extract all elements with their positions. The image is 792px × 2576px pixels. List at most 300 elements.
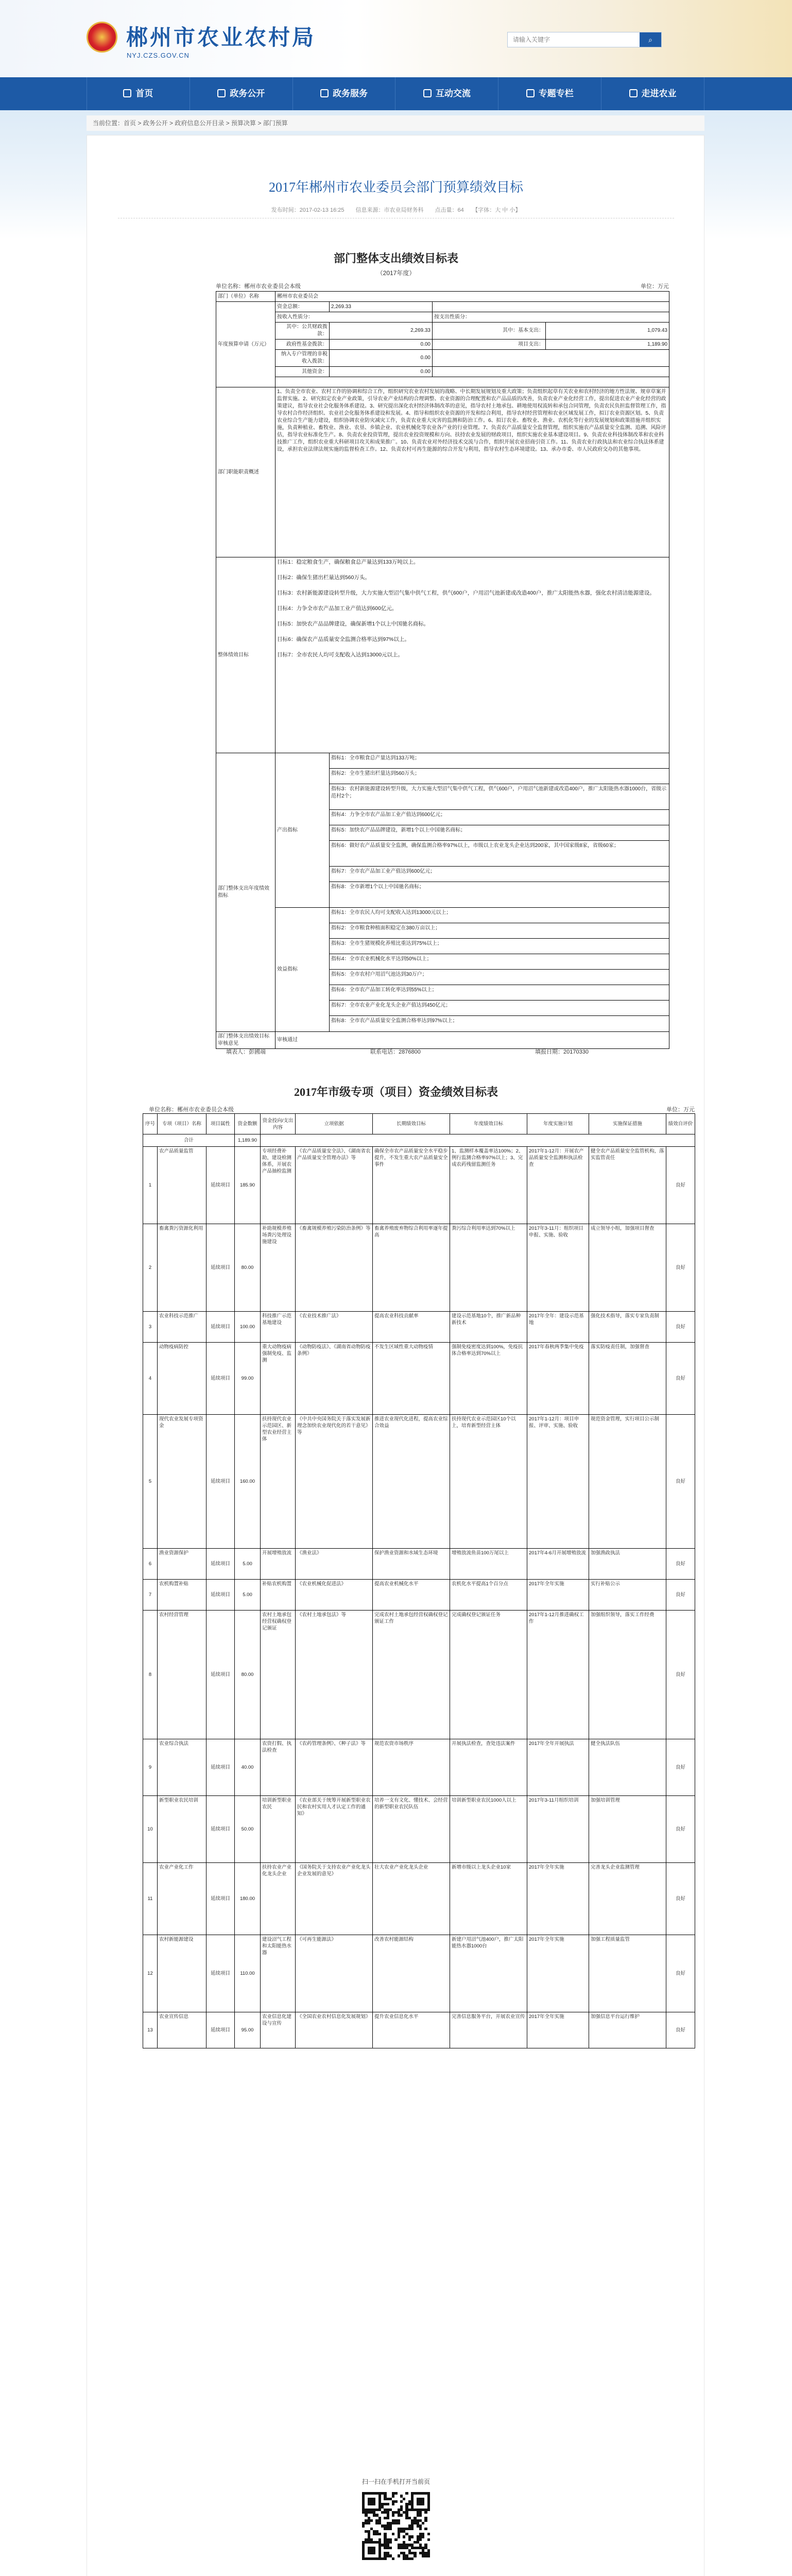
table-cell: 完成确权登记颁证任务 xyxy=(450,1611,527,1739)
nav-label: 互动交流 xyxy=(435,89,471,98)
table-cell: 99.00 xyxy=(235,1343,261,1415)
table-cell: 5 xyxy=(143,1415,158,1549)
table-cell: 《渔业法》 xyxy=(296,1549,373,1580)
table-cell: 扶持现代农业示范园区10个以上，培育新型经营主体 xyxy=(450,1415,527,1549)
table-cell: 9 xyxy=(143,1739,158,1796)
document-icon xyxy=(217,89,226,97)
table-cell: 农业科技示范推广 xyxy=(158,1312,206,1343)
table-cell: 培训新型职业农民 xyxy=(261,1796,296,1863)
table-cell: 建设沼气工程和太阳能热水器 xyxy=(261,1935,296,2012)
table-cell: 180.00 xyxy=(235,1863,261,1935)
table-cell: 强制免疫密度达到100%，免疫抗体合格率达到70%以上 xyxy=(450,1343,527,1415)
table-cell: 现代农业发展专项资金 xyxy=(158,1415,206,1549)
table-cell: 强化技术指导，落实专家负责制 xyxy=(589,1312,666,1343)
qr-module xyxy=(419,2514,422,2516)
table-cell: 2017年3-11月组织培训 xyxy=(527,1796,589,1863)
table-cell: 提高农业机械化水平 xyxy=(373,1580,450,1611)
indicator-item: 指标1：全市粮食总产量达到133万吨； xyxy=(330,753,669,769)
table-row xyxy=(143,1863,695,1935)
unit-name: 单位名称：郴州市农业委员会本级 xyxy=(149,1107,234,1113)
qr-module xyxy=(389,2547,392,2549)
indicator-item: 指标5：全市农村户用沼气池达到30万户； xyxy=(330,970,669,985)
table-cell: 新建户用沼气池400户，推广太阳能热水器1000台 xyxy=(450,1935,527,2012)
table-cell: 扶持农业产业化龙头企业 xyxy=(261,1863,296,1935)
table-cell xyxy=(433,367,669,377)
indicator-item: 指标7：全市农业产业化龙头企业产值达到450亿元； xyxy=(330,1001,669,1016)
table-cell: 延续项目 xyxy=(206,1611,235,1739)
qr-module xyxy=(411,2557,414,2560)
indicator-item: 指标6：做好农产品质量安全监测，确保监测合格率97%以上，市级以上农业龙头企业达到200家，其中国家级8家，省级60家； xyxy=(330,841,669,867)
table-cell: 农机购置补贴 xyxy=(158,1580,206,1611)
table-cell: 《中共中央国务院关于落实发展新理念加快农业现代化的若干意见》等 xyxy=(296,1415,373,1549)
indicator-item: 指标4：力争全市农产品加工业产值达到600亿元； xyxy=(330,810,669,825)
table-row xyxy=(143,1415,695,1549)
qr-module xyxy=(392,2557,394,2560)
qr-module xyxy=(427,2538,430,2541)
col-header: 资金数额 xyxy=(235,1114,261,1134)
table-row xyxy=(143,1312,695,1343)
table-cell: 良好 xyxy=(666,1312,695,1343)
indicator-item: 指标2：全市粮食种植面积稳定在380万亩以上； xyxy=(330,923,669,939)
indicator-item: 指标8：全市农产品质量安全监测合格率达到97%以上； xyxy=(331,1018,458,1024)
table-cell: 3 xyxy=(143,1312,158,1343)
table-cell: 规范农资市场秩序 xyxy=(373,1739,450,1796)
table-cell xyxy=(433,350,669,367)
table-cell: 其中：公共财政拨款： xyxy=(276,323,330,340)
table-cell: 完善信息服务平台，开展农业宣传 xyxy=(450,2012,527,2048)
article-meta: 发布时间：2017-02-13 16:25 信息来源：市农业局财务科 点击量：64 【字体：大 中 小】 xyxy=(271,207,521,213)
table-cell: 规范资金管理，实行项目公示制 xyxy=(589,1415,666,1549)
nav-item-gov-info[interactable] xyxy=(190,77,293,110)
col-header: 序号 xyxy=(143,1114,158,1134)
table2-title: 2017年市级专项（项目）资金绩效目标表 xyxy=(294,1086,498,1098)
table-cell: 完成农村土地承包经营权确权登记颁证工作 xyxy=(373,1611,450,1739)
table-cell: 良好 xyxy=(666,1147,695,1224)
total-amount: 1,189.90 xyxy=(235,1134,261,1147)
qr-module xyxy=(370,2519,373,2522)
qr-module xyxy=(403,2535,405,2538)
topic-icon xyxy=(526,89,535,97)
money-unit: 单位：万元 xyxy=(641,283,669,290)
qr-module xyxy=(392,2514,394,2516)
table-cell: 0.00 xyxy=(330,367,433,377)
table-cell: 专项经费补助，建设检测体系，开展农产品抽检监测 xyxy=(261,1147,296,1224)
table-cell: 《畜禽规模养殖污染防治条例》等 xyxy=(296,1224,373,1312)
table-cell: 良好 xyxy=(666,1863,695,1935)
performance-table xyxy=(216,291,669,1049)
table-cell: 开展增殖放流 xyxy=(261,1549,296,1580)
search-icon[interactable]: ⌕ xyxy=(640,32,661,47)
qr-module xyxy=(400,2514,403,2516)
search-input[interactable] xyxy=(508,32,636,47)
table2-info xyxy=(149,1104,695,1113)
table-cell: 50.00 xyxy=(235,1796,261,1863)
table-cell: 2017年全年开展执法 xyxy=(527,1739,589,1796)
table-cell: 2017年1-12月：开展农产品质量安全监测和执法检查 xyxy=(527,1147,589,1224)
table-cell: 农村新能源建设 xyxy=(158,1935,206,2012)
table-cell: 畜禽养殖废弃物综合利用率逐年提高 xyxy=(373,1224,450,1312)
table-cell: 100.00 xyxy=(235,1312,261,1343)
table-cell: 《可再生能源法》 xyxy=(296,1935,373,2012)
table-cell: 《农业机械化促进法》 xyxy=(296,1580,373,1611)
table-cell: 延续项目 xyxy=(206,1312,235,1343)
table-cell: 其他资金： xyxy=(276,367,330,377)
indicator-item: 指标6：全市农产品加工转化率达到55%以上； xyxy=(330,985,669,1001)
qr-module xyxy=(419,2528,422,2530)
table-cell: 1,189.90 xyxy=(546,340,669,350)
table-cell: 渔业资源保护 xyxy=(158,1549,206,1580)
table-cell: 资金总额： xyxy=(276,302,330,312)
col-header: 绩效自评价 xyxy=(666,1114,695,1134)
table-cell: 延续项目 xyxy=(206,1343,235,1415)
table-cell: 成立领导小组，加强项目督查 xyxy=(589,1224,666,1312)
table-cell: 《国务院关于支持农业产业化龙头企业发展的意见》 xyxy=(296,1863,373,1935)
table-cell: 10 xyxy=(143,1796,158,1863)
col-header: 专项（项目）名称 xyxy=(158,1114,206,1134)
indicator-item: 指标3：全市生猪规模化养殖比重达到75%以上； xyxy=(330,939,669,954)
filler: 填表人：彭國端 xyxy=(226,1049,266,1055)
col-header: 项目属性 xyxy=(206,1114,235,1134)
table-cell: 农村土地承包经营权确权登记颁证 xyxy=(261,1611,296,1739)
chat-icon xyxy=(423,89,432,97)
table-cell: 延续项目 xyxy=(206,1935,235,2012)
table-cell: 6 xyxy=(143,1549,158,1580)
table-cell: 改善农村能源结构 xyxy=(373,1935,450,2012)
table-cell: 良好 xyxy=(666,1935,695,2012)
table-cell: 延续项目 xyxy=(206,1863,235,1935)
table-cell: 壮大农业产业化龙头企业 xyxy=(373,1863,450,1935)
site-title[interactable]: 郴州市农业农村局 xyxy=(126,26,316,50)
table-cell: 2017年1-12月推进确权工作 xyxy=(527,1611,589,1739)
table-cell: 延续项目 xyxy=(206,1580,235,1611)
qr-module xyxy=(414,2554,416,2557)
table-cell: 农业综合执法 xyxy=(158,1739,206,1796)
table-cell: 畜禽粪污资源化利用 xyxy=(158,1224,206,1312)
table-cell: 农资打假、执法检查 xyxy=(261,1739,296,1796)
qr-module xyxy=(400,2500,403,2503)
table-cell: 8 xyxy=(143,1611,158,1739)
col-header: 实施保证措施 xyxy=(589,1114,666,1134)
qr-module xyxy=(403,2498,405,2500)
indicator-item: 指标4：全市农业机械化水平达到50%以上； xyxy=(330,954,669,970)
phone: 联系电话：2876800 xyxy=(370,1049,421,1055)
qr-module xyxy=(392,2495,394,2497)
table-cell: 增殖放流鱼苗100万尾以上 xyxy=(450,1549,527,1580)
qr-module xyxy=(394,2492,397,2495)
article-title: 2017年郴州市农业委员会部门预算绩效目标 xyxy=(268,180,523,195)
nav-label: 政务公开 xyxy=(230,89,265,98)
table-cell: 部门职能职责概述 xyxy=(216,387,276,557)
qr-module xyxy=(419,2538,422,2541)
qr-module xyxy=(424,2528,427,2530)
table-cell: 农产品质量监管 xyxy=(158,1147,206,1224)
table-cell: 保护渔业资源和水域生态环境 xyxy=(373,1549,450,1580)
table-row xyxy=(143,1796,695,1863)
table-cell: 产出指标 xyxy=(276,753,330,908)
main-nav xyxy=(0,77,792,110)
table-cell: 延续项目 xyxy=(206,1147,235,1224)
table-cell: 政府性基金拨款： xyxy=(276,340,330,350)
table-cell: 1 xyxy=(143,1147,158,1224)
table-cell: 重大动物疫病强制免疫、监测 xyxy=(261,1343,296,1415)
table-cell: 纳入专户管理的非税收入拨款： xyxy=(276,350,330,367)
table-cell: 整体绩效目标 xyxy=(216,557,276,753)
table-cell: 《农村土地承包法》等 xyxy=(296,1611,373,1739)
table-cell: 部门整体支出年度绩效指标 xyxy=(216,753,276,1032)
table-cell: 不发生区域性重大动物疫情 xyxy=(373,1343,450,1415)
table-cell: 年度预算申请（万元） xyxy=(216,302,276,387)
table-cell: 2017年全年实施 xyxy=(527,2012,589,2048)
qr-module xyxy=(424,2511,427,2514)
national-emblem-icon xyxy=(87,22,117,53)
site-url: NYJ.CZS.GOV.CN xyxy=(127,52,190,59)
table-cell: 2017年全年：建设示范基地 xyxy=(527,1312,589,1343)
nav-item-topics[interactable] xyxy=(498,77,601,110)
col-header: 年度实施计划 xyxy=(527,1114,589,1134)
table-cell: 按收入性质分： xyxy=(276,312,433,323)
table-cell: 培养一支有文化、懂技术、会经营的新型职业农民队伍 xyxy=(373,1796,450,1863)
qr-module xyxy=(387,2517,389,2519)
table-cell: 郴州市农业委员会 xyxy=(276,292,669,302)
table-cell: 良好 xyxy=(666,1739,695,1796)
table-cell: 5.00 xyxy=(235,1549,261,1580)
qr-module xyxy=(398,2535,400,2538)
table-cell: 补贴农机购置 xyxy=(261,1580,296,1611)
table-cell: 2,269.33 xyxy=(330,323,433,340)
table-cell: 延续项目 xyxy=(206,1415,235,1549)
table-cell: 良好 xyxy=(666,1611,695,1739)
table-row xyxy=(143,1224,695,1312)
table-cell: 完善龙头企业监测管理 xyxy=(589,1863,666,1935)
table-cell: 2017年全年实施 xyxy=(527,1935,589,2012)
col-header: 年度绩效目标 xyxy=(450,1114,527,1134)
table-cell: 加强组织领导，落实工作经费 xyxy=(589,1611,666,1739)
table-cell: 农村经营管理 xyxy=(158,1611,206,1739)
nav-item-gov-service[interactable] xyxy=(293,77,396,110)
home-icon xyxy=(123,89,131,97)
table-cell: 良好 xyxy=(666,1343,695,1415)
table-cell: 按支出性质分： xyxy=(433,312,669,323)
table-cell: 健全农产品质量安全监管机构，落实监管责任 xyxy=(589,1147,666,1224)
table-cell: 80.00 xyxy=(235,1224,261,1312)
table-cell: 延续项目 xyxy=(206,2012,235,2048)
table-cell: 审核通过 xyxy=(276,1032,669,1049)
table-cell: 13 xyxy=(143,2012,158,2048)
qr-module xyxy=(389,2528,392,2530)
table-cell: 延续项目 xyxy=(206,1796,235,1863)
table-cell: 80.00 xyxy=(235,1611,261,1739)
table-cell: 2017年4-6月开展增殖放流 xyxy=(527,1549,589,1580)
table-cell: 确保全市农产品质量安全水平稳步提升，不发生重大农产品质量安全事件 xyxy=(373,1147,450,1224)
qr-module xyxy=(422,2522,424,2524)
table-cell: 2017年春秋两季集中免疫 xyxy=(527,1343,589,1415)
output-list xyxy=(330,753,669,908)
table-cell: 2017年全年实施 xyxy=(527,1580,589,1611)
table-cell: 11 xyxy=(143,1863,158,1935)
table-cell: 2017年3-11月：组织项目申报、实施、验收 xyxy=(527,1224,589,1312)
project-table xyxy=(143,1113,695,2048)
article-container xyxy=(87,135,704,2576)
table-cell: 建设示范基地10个，推广新品种新技术 xyxy=(450,1312,527,1343)
table-cell: 开展执法检查，查处违法案件 xyxy=(450,1739,527,1796)
table-cell: 良好 xyxy=(666,2012,695,2048)
table-cell: 良好 xyxy=(666,1415,695,1549)
nav-item-interaction[interactable] xyxy=(395,77,498,110)
qr-module xyxy=(368,2522,370,2524)
table-cell: 农业宣传信息 xyxy=(158,2012,206,2048)
benefit-list xyxy=(330,908,669,1032)
table-cell: 提升农业信息化水平 xyxy=(373,2012,450,2048)
table-cell: 1,079.43 xyxy=(546,323,669,340)
table-cell: 推进农业现代化进程，提高农业综合效益 xyxy=(373,1415,450,1549)
table-row xyxy=(143,1343,695,1415)
table-cell: 4 xyxy=(143,1343,158,1415)
table-cell: 《农产品质量安全法》、《湖南省农产品质量安全管理办法》等 xyxy=(296,1147,373,1224)
qr-label: 扫一扫在手机打开当前页 xyxy=(361,2478,430,2485)
table-cell: 农机化水平提高1个百分点 xyxy=(450,1580,527,1611)
table-cell: 5.00 xyxy=(235,1580,261,1611)
qr-module xyxy=(427,2554,430,2557)
table-cell: 7 xyxy=(143,1580,158,1611)
indicator-item: 指标1：全市农民人均可支配收入达到13000元以上； xyxy=(330,908,669,923)
table-cell: 粪污综合利用率达到70%以上 xyxy=(450,1224,527,1312)
service-icon xyxy=(320,89,329,97)
duty-text: 1、负责全市农业、农村工作的协调和综合工作，组织研究农业农村发展的战略、中长期发展规划及重大政策；负责组织起草有关农业和农村经济的地方性法规、规章草案并监督实施。2、研究拟定农业产业政策，引导农业产业结构的合理调整、农业资源的合理配置和农产品品质的改善，负责农业产业化经营工作，提出促进农业产业化经营的政策建议，指导农业社会化服务体系建设。3、研究提出深化农村经济体制改革的意见，指导农村土地承包、耕地使用权流转和承包合同管理，负责农民负担监督管理工作，指导农村合作经济组织、农业社会化服务体系建设和发展。4、指导和组织农业资源的开发和综合利用，指导农村经营管理和农业区域发展工作，拟订农业资源区划。5、负责农业综合生产能力建设，组织协调农业防灾减灾工作，负责农业重大灾害的监测和防治工作。6、拟订农业、畜牧业、渔业、农机化等行业的发展规划和政策措施并组织实施，负责种植业、畜牧业、渔业、农垦、乡镇企业、农业机械化等农业各产业的行业管理。7、负责农产品质量安全监督管理，组织实施农产品质量安全监测、追溯、风险评估，指导农业标准化生产。8、负责农业投资管理，提出农业投资规模和方向、扶持农业发展的财政项目，组织实施农业基本建设项目。9、负责农业科技体制改革和农业科技推广工作，组织农业重大科研项目攻关和成果推广。10、负责农业对外经济技术交流与合作，组织开展农业招商引资工作。11、负责农业行政执法和农业综合执法体系建设，承担农业法律法规实施的监督检查工作。12、负责农村可再生能源的综合开发与利用，指导农村生态环境建设。13、承办市委、市人民政府交办的其他事项。 xyxy=(276,387,669,557)
qr-module xyxy=(408,2538,411,2541)
table-cell: 2017年全年实施 xyxy=(527,1863,589,1935)
qr-module xyxy=(405,2492,408,2495)
table-cell: 《农业技术推广法》 xyxy=(296,1312,373,1343)
table-cell: 0.00 xyxy=(330,340,433,350)
col-header: 资金投向/支出内容 xyxy=(261,1114,296,1134)
qr-module xyxy=(389,2541,392,2544)
table-row xyxy=(143,1739,695,1796)
table-cell: 良好 xyxy=(666,1549,695,1580)
nav-label: 政务服务 xyxy=(333,89,368,98)
table-cell: 《农药管理条例》、《种子法》等 xyxy=(296,1739,373,1796)
table-row xyxy=(143,1580,695,1611)
table-cell: 加强信息平台运行维护 xyxy=(589,2012,666,2048)
table-cell: 效益指标 xyxy=(276,908,330,1032)
table-cell: 《全国农业农村信息化发展规划》 xyxy=(296,2012,373,2048)
table-cell: 扶持现代农业示范园区、新型农业经营主体 xyxy=(261,1415,296,1549)
table-row xyxy=(143,2012,695,2048)
qr-module xyxy=(398,2522,400,2524)
table-cell xyxy=(433,302,669,312)
table-cell: 95.00 xyxy=(235,2012,261,2048)
table-cell: 部门（单位）名称 xyxy=(216,292,276,302)
qr-module xyxy=(422,2503,424,2505)
table-cell: 落实防疫责任制，加强督查 xyxy=(589,1343,666,1415)
table-cell: 动物疫病防控 xyxy=(158,1343,206,1415)
table-cell: 农业信息化建设与宣传 xyxy=(261,2012,296,2048)
indicator-item: 指标7：全市农产品加工业产值达到600亿元； xyxy=(330,867,669,882)
indicator-item: 指标2：全市生猪出栏量达到560万头； xyxy=(330,769,669,784)
qr-module xyxy=(427,2533,430,2535)
table-cell: 185.90 xyxy=(235,1147,261,1224)
nav-item-home[interactable] xyxy=(87,77,190,110)
table-row xyxy=(143,1611,695,1739)
table-cell: 培训新型职业农民1000人以上 xyxy=(450,1796,527,1863)
qr-module xyxy=(411,2535,414,2538)
search-box xyxy=(507,32,662,47)
table-cell: 12 xyxy=(143,1935,158,2012)
unit-name: 单位名称：郴州市农业委员会本级 xyxy=(216,283,301,290)
table-cell: 新型职业农民培训 xyxy=(158,1796,206,1863)
table-cell: 40.00 xyxy=(235,1739,261,1796)
site-header xyxy=(0,0,792,77)
table-cell: 良好 xyxy=(666,1224,695,1312)
table-cell: 延续项目 xyxy=(206,1739,235,1796)
table-cell: 良好 xyxy=(666,1796,695,1863)
qr-module xyxy=(378,2533,381,2535)
qr-module xyxy=(392,2533,394,2535)
qr-module xyxy=(392,2503,394,2505)
breadcrumb[interactable]: 当前位置：首页 > 政务公开 > 政府信息公开目录 > 预算决算 > 部门预算 xyxy=(87,115,704,131)
table-row xyxy=(143,1549,695,1580)
indicator-item: 指标8：全市新增1个以上中国驰名商标； xyxy=(331,884,425,890)
table-cell: 110.00 xyxy=(235,1935,261,2012)
table-cell: 科技推广示范基地建设 xyxy=(261,1312,296,1343)
table-cell: 提高农业科技贡献率 xyxy=(373,1312,450,1343)
qr-module xyxy=(422,2535,424,2538)
qr-module xyxy=(387,2503,389,2505)
qr-module xyxy=(427,2509,430,2511)
qr-module xyxy=(398,2554,400,2557)
table1-title: 部门整体支出绩效目标表 xyxy=(333,252,458,265)
table-cell: 新增市级以上龙头企业10家 xyxy=(450,1863,527,1935)
project-rows xyxy=(143,1147,695,2048)
table-cell: 2017年1-12月：项目申报、评审、实施、验收 xyxy=(527,1415,589,1549)
total-label: 合计 xyxy=(143,1134,235,1147)
table-cell: 农业产业化工作 xyxy=(158,1863,206,1935)
leaf-icon xyxy=(629,89,638,97)
table-cell: 《动物防疫法》、《湖南省动物防疫条例》 xyxy=(296,1343,373,1415)
table-cell: 健全执法队伍 xyxy=(589,1739,666,1796)
table-cell: 延续项目 xyxy=(206,1224,235,1312)
table-cell: 160.00 xyxy=(235,1415,261,1549)
table-cell: 补助规模养殖场粪污处理设施建设 xyxy=(261,1224,296,1312)
table-cell xyxy=(276,377,669,387)
nav-label: 走进农业 xyxy=(641,89,677,98)
table-cell: 其中：基本支出： xyxy=(433,323,546,340)
qr-module xyxy=(373,2503,375,2505)
nav-item-agriculture[interactable] xyxy=(601,77,704,110)
col-header: 长期绩效目标 xyxy=(373,1114,450,1134)
indicator-item: 指标3：农村新能源建设转型升级，大力实施大型沼气集中供气工程，供气600户，户用沼气池新建或改造400户，推广太阳能热水器1000台，省级示范村2个； xyxy=(330,784,669,810)
nav-label: 专题专栏 xyxy=(538,89,574,98)
qr-module xyxy=(424,2519,427,2522)
table-cell: 加强工程质量监管 xyxy=(589,1935,666,2012)
table1-info xyxy=(216,281,669,291)
table-row xyxy=(143,1935,695,2012)
table-cell: 实行补贴公示 xyxy=(589,1580,666,1611)
table-cell: 1、监测样本覆盖率达100%；2、例行监测合格率97%以上；3、完成农药残留监测任务 xyxy=(450,1147,527,1224)
table-cell: 2 xyxy=(143,1224,158,1312)
nav-label: 首页 xyxy=(135,89,153,98)
table-cell: 《农业部关于统筹开展新型职业农民和农村实用人才认定工作的通知》 xyxy=(296,1796,373,1863)
goal-text: 目标1：稳定粮食生产，确保粮食总产量达到133万吨以上。 目标2：确保生猪出栏量达到560万头。 目标3：农村新能源建设转型升级，大力实施大型沼气集中供气工程，供气600户，户用沼气池新建或改造400户，推广太阳能热水器，强化农村清洁能源建设。 目标4：力争全市农产品加工业产值达到600亿元。 目标5：加快农产品品牌建设，确保新增1个以上中国驰名商标。 目标6：确保农产品质量安全监测合格率达到97%以上。 目标7：全市农民人均可支配收入达到13000元以上。 xyxy=(276,557,669,753)
qr-module xyxy=(411,2528,414,2530)
table-cell: 良好 xyxy=(666,1580,695,1611)
table-cell: 0.00 xyxy=(330,350,433,367)
col-header: 立项依据 xyxy=(296,1114,373,1134)
table-cell: 加强培训管理 xyxy=(589,1796,666,1863)
money-unit: 单位：万元 xyxy=(666,1107,695,1113)
qr-module xyxy=(362,2524,365,2527)
table-cell: 延续项目 xyxy=(206,1549,235,1580)
table-cell: 部门整体支出绩效目标审核意见 xyxy=(216,1032,276,1049)
